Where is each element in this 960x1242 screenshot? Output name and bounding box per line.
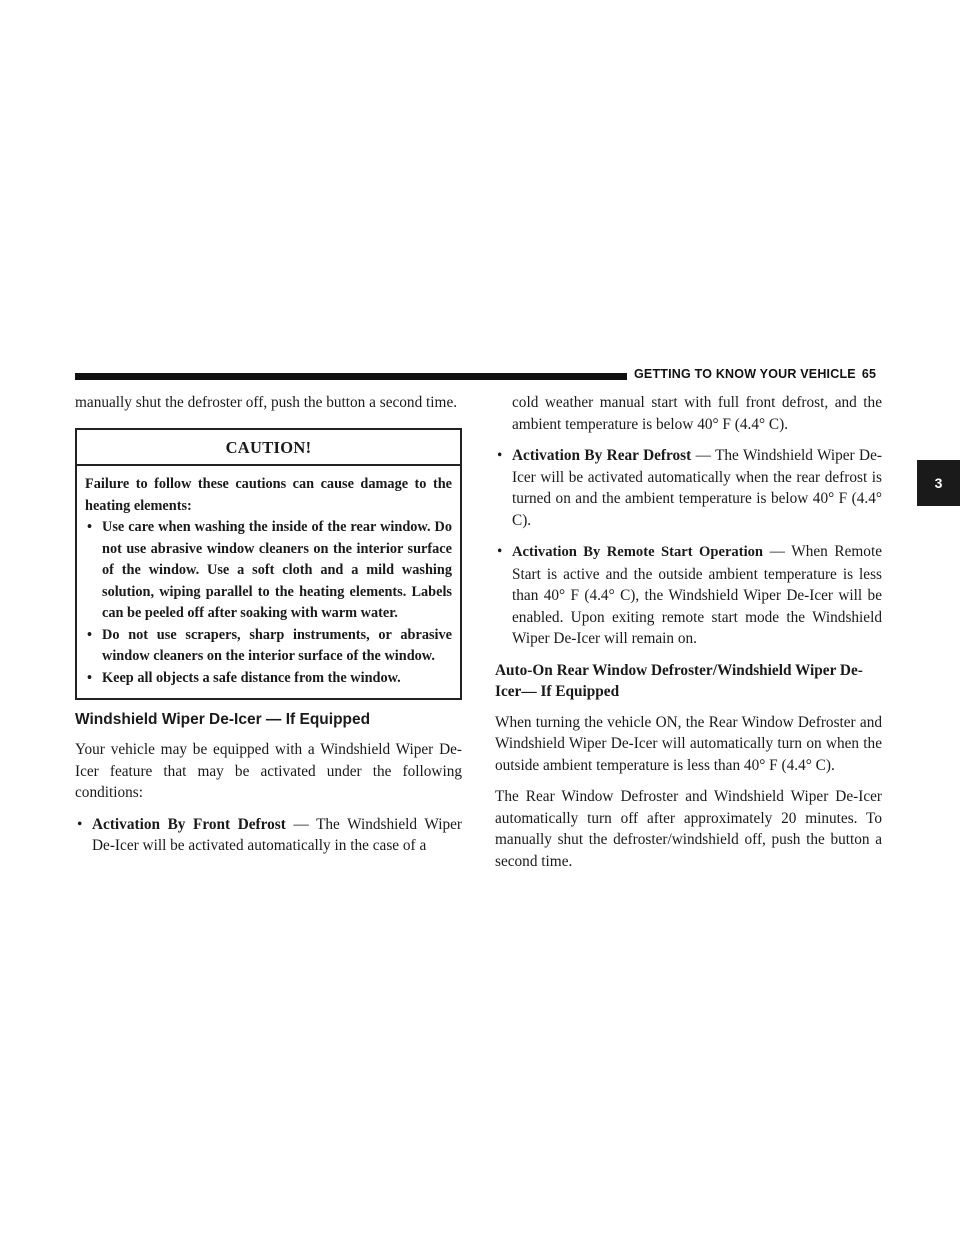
bullet-icon: • xyxy=(77,815,83,833)
list-item-term: Activation By Rear Defrost xyxy=(512,447,692,464)
left-column xyxy=(75,392,462,867)
list-item-text: — The Windshield Wiper De-Icer will be activated automatically in the case of a xyxy=(92,815,462,854)
chapter-tab: 3 xyxy=(917,460,960,506)
body-paragraph: When turning the vehicle ON, the Rear Window Defroster and Windshield Wiper De-Icer will automatically turn on when the outside ambient temperature is less than 40° F (4.4° C). xyxy=(495,713,882,774)
list-item-continued xyxy=(495,392,882,435)
subsection-heading: Auto-On Rear Window Defroster/Windshield Wiper De-Icer— If Equipped xyxy=(495,661,863,700)
caution-lead: Failure to follow these cautions can cause damage to the heating elements: xyxy=(85,476,452,514)
caution-body xyxy=(77,466,460,698)
body-paragraph: The Rear Window Defroster and Windshield Wiper De-Icer automatically turn off after approximately 20 minutes. To manually shut the defroster/windshield off, push the button a second time. xyxy=(495,788,882,870)
body-paragraph: Your vehicle may be equipped with a Windshield Wiper De-Icer feature that may be activated under the following conditions: xyxy=(75,741,462,801)
right-column xyxy=(495,392,882,882)
intro-paragraph: manually shut the defroster off, push the button a second time. xyxy=(75,394,458,411)
page-number: 65 xyxy=(861,367,877,381)
bullet-icon: • xyxy=(87,519,93,535)
bullet-icon: • xyxy=(497,447,503,464)
section-title: GETTING TO KNOW YOUR VEHICLE xyxy=(634,367,856,381)
caution-item: • Keep all objects a safe distance from the window. xyxy=(85,668,452,690)
caution-item: • Do not use scrapers, sharp instruments, or abrasive window cleaners on the interior surface of the window. xyxy=(87,626,452,664)
running-header xyxy=(634,367,876,381)
caution-item: • Use care when washing the inside of the rear window. Do not use abrasive window cleaners on the interior surface of the window. Use a soft cloth and a mild washing solution, wiping parallel to the heating elements. Labels can be peeled off after soaking with warm water. xyxy=(87,519,452,621)
bullet-icon: • xyxy=(497,543,503,560)
header-rule xyxy=(75,373,627,380)
list-item-text: cold weather manual start with full front defrost, and the ambient temperature is below 40° F (4.4° C). xyxy=(512,394,882,433)
list-item-term: Activation By Remote Start Operation xyxy=(512,544,764,560)
bullet-icon: • xyxy=(87,626,93,643)
list-item-text: — The Windshield Wiper De-Icer will be activated automatically when the rear defrost is turned on and the ambient temperature is below 40° F (4.4° C). xyxy=(512,447,882,529)
list-item-text: — When Remote Start is active and the outside ambient temperature is less than 40° F (4.4° C), the Windshield Wiper De-Icer will be enabled. Upon exiting remote start mode the Windshield Wiper De-Icer will remain on. xyxy=(512,543,882,647)
list-item xyxy=(75,814,462,857)
caution-title: CAUTION! xyxy=(77,430,460,467)
bullet-icon: • xyxy=(87,669,93,686)
list-item-term: Activation By Front Defrost xyxy=(92,815,286,833)
section-heading: Windshield Wiper De-Icer — If Equipped xyxy=(75,711,371,728)
caution-box xyxy=(75,428,462,701)
list-item xyxy=(495,541,882,650)
list-item xyxy=(495,445,882,531)
